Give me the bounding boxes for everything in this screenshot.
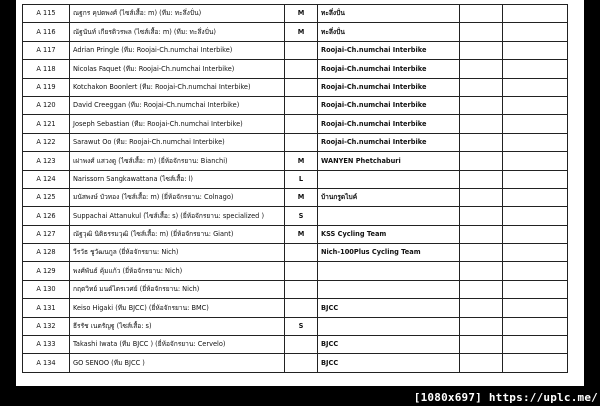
table-row — [23, 152, 568, 170]
shirt-size-cell — [285, 115, 318, 133]
empty-cell — [503, 133, 568, 151]
team-cell: Roojai-Ch.numchai Interbike — [318, 78, 460, 96]
table-row — [23, 60, 568, 78]
empty-cell — [503, 23, 568, 41]
bib-number-cell: A 134 — [23, 354, 70, 372]
bib-number-cell: A 117 — [23, 41, 70, 59]
team-cell — [318, 170, 460, 188]
rider-name-cell: Keiso Higaki (ทีม BJCC) (ยี่ห้อจักรยาน: BMC) — [70, 299, 285, 317]
table-row — [23, 244, 568, 262]
empty-cell — [503, 262, 568, 280]
shirt-size-cell — [285, 244, 318, 262]
team-cell: KSS Cycling Team — [318, 225, 460, 243]
empty-cell — [503, 299, 568, 317]
rider-name-cell: Joseph Sebastian (ทีม: Roojai-Ch.numchai Interbike) — [70, 115, 285, 133]
team-cell — [318, 262, 460, 280]
table-row — [23, 170, 568, 188]
rider-name-cell: ณัฐวุฒิ นิติธรรมวุฒิ (ไซส์เสื้อ: m) (ยี่ห้อจักรยาน: Giant) — [70, 225, 285, 243]
shirt-size-cell: M — [285, 23, 318, 41]
team-cell: Roojai-Ch.numchai Interbike — [318, 41, 460, 59]
team-cell: WANYEN Phetchaburi — [318, 152, 460, 170]
rider-name-cell: Adrian Pringle (ทีม: Roojai-Ch.numchai Interbike) — [70, 41, 285, 59]
bib-number-cell: A 130 — [23, 280, 70, 298]
rider-name-cell: Sarawut Oo (ทีม: Roojai-Ch.numchai Interbike) — [70, 133, 285, 151]
team-cell — [318, 280, 460, 298]
table-row — [23, 225, 568, 243]
team-cell: Roojai-Ch.numchai Interbike — [318, 133, 460, 151]
empty-cell — [460, 280, 503, 298]
empty-cell — [460, 299, 503, 317]
empty-cell — [460, 78, 503, 96]
empty-cell — [460, 5, 503, 23]
team-cell: Roojai-Ch.numchai Interbike — [318, 115, 460, 133]
rider-name-cell: Narissorn Sangkawattana (ไซส์เสื้อ: l) — [70, 170, 285, 188]
empty-cell — [503, 96, 568, 114]
empty-cell — [503, 336, 568, 354]
empty-cell — [460, 170, 503, 188]
shirt-size-cell — [285, 354, 318, 372]
watermark-text: [1080x697] https://uplc.me/ — [413, 391, 598, 404]
empty-cell — [503, 188, 568, 206]
empty-cell — [460, 115, 503, 133]
bib-number-cell: A 116 — [23, 23, 70, 41]
team-cell: BJCC — [318, 354, 460, 372]
empty-cell — [503, 244, 568, 262]
rider-name-cell: เผ่าพงศ์ แสวงดู (ไซส์เสื้อ: m) (ยี่ห้อจักรยาน: Bianchi) — [70, 152, 285, 170]
table-row — [23, 280, 568, 298]
team-cell: BJCC — [318, 336, 460, 354]
table-row — [23, 41, 568, 59]
table-row — [23, 299, 568, 317]
table-row — [23, 207, 568, 225]
shirt-size-cell: M — [285, 5, 318, 23]
roster-table — [22, 4, 568, 373]
bib-number-cell: A 126 — [23, 207, 70, 225]
empty-cell — [460, 317, 503, 335]
rider-name-cell: Suppachai Attanukul (ไซส์เสื้อ: s) (ยี่ห้อจักรยาน: specialized ) — [70, 207, 285, 225]
table-row — [23, 262, 568, 280]
team-cell — [318, 317, 460, 335]
empty-cell — [460, 60, 503, 78]
empty-cell — [460, 23, 503, 41]
bib-number-cell: A 120 — [23, 96, 70, 114]
rider-name-cell: ธีรรัช เนตรัญฐู (ไซส์เสื้อ: s) — [70, 317, 285, 335]
shirt-size-cell — [285, 78, 318, 96]
empty-cell — [460, 41, 503, 59]
bib-number-cell: A 125 — [23, 188, 70, 206]
empty-cell — [503, 317, 568, 335]
table-row — [23, 354, 568, 372]
table-row — [23, 5, 568, 23]
bib-number-cell: A 128 — [23, 244, 70, 262]
shirt-size-cell: S — [285, 317, 318, 335]
bib-number-cell: A 123 — [23, 152, 70, 170]
team-cell: ทะลึ่งปั่น — [318, 23, 460, 41]
empty-cell — [460, 188, 503, 206]
empty-cell — [503, 225, 568, 243]
team-cell: บ้านกรูดไบค์ — [318, 188, 460, 206]
table-row — [23, 23, 568, 41]
empty-cell — [460, 244, 503, 262]
shirt-size-cell: S — [285, 207, 318, 225]
roster-table-body — [23, 5, 568, 373]
bib-number-cell: A 124 — [23, 170, 70, 188]
empty-cell — [503, 354, 568, 372]
rider-name-cell: ณัฐนันท์ เกียรติวรพล (ไซส์เสื้อ: m) (ทีม: ทะลึ่งปั่น) — [70, 23, 285, 41]
empty-cell — [503, 60, 568, 78]
empty-cell — [503, 170, 568, 188]
table-row — [23, 336, 568, 354]
empty-cell — [460, 262, 503, 280]
table-row — [23, 115, 568, 133]
bib-number-cell: A 133 — [23, 336, 70, 354]
bib-number-cell: A 119 — [23, 78, 70, 96]
shirt-size-cell — [285, 262, 318, 280]
rider-name-cell: พงศ์พันธ์ คุ้มแก้ว (ยี่ห้อจักรยาน: Nich) — [70, 262, 285, 280]
empty-cell — [460, 225, 503, 243]
rider-name-cell: GO SENOO (ทีม BJCC ) — [70, 354, 285, 372]
bib-number-cell: A 127 — [23, 225, 70, 243]
document-page — [16, 0, 584, 386]
shirt-size-cell: M — [285, 225, 318, 243]
bib-number-cell: A 131 — [23, 299, 70, 317]
empty-cell — [503, 280, 568, 298]
empty-cell — [503, 78, 568, 96]
empty-cell — [503, 5, 568, 23]
table-row — [23, 96, 568, 114]
shirt-size-cell: M — [285, 152, 318, 170]
empty-cell — [460, 96, 503, 114]
rider-name-cell: Nicolas Faquet (ทีม: Roojai-Ch.numchai Interbike) — [70, 60, 285, 78]
empty-cell — [503, 115, 568, 133]
bib-number-cell: A 122 — [23, 133, 70, 151]
rider-name-cell: วีรวัธ ชูวัฒนกูล (ยี่ห้อจักรยาน: Nich) — [70, 244, 285, 262]
shirt-size-cell — [285, 96, 318, 114]
bib-number-cell: A 129 — [23, 262, 70, 280]
empty-cell — [460, 354, 503, 372]
table-row — [23, 188, 568, 206]
team-cell: Roojai-Ch.numchai Interbike — [318, 96, 460, 114]
table-row — [23, 317, 568, 335]
team-cell: ทะลึ่งปั่น — [318, 5, 460, 23]
rider-name-cell: มนัสพงษ์ บัวทอง (ไซส์เสื้อ: m) (ยี่ห้อจักรยาน: Colnago) — [70, 188, 285, 206]
empty-cell — [460, 336, 503, 354]
empty-cell — [460, 133, 503, 151]
team-cell — [318, 207, 460, 225]
empty-cell — [503, 41, 568, 59]
rider-name-cell: กฤตวิทย์ มนต์ไตรเวศย์ (ยี่ห้อจักรยาน: Nich) — [70, 280, 285, 298]
shirt-size-cell — [285, 60, 318, 78]
empty-cell — [460, 152, 503, 170]
empty-cell — [460, 207, 503, 225]
bib-number-cell: A 115 — [23, 5, 70, 23]
bib-number-cell: A 118 — [23, 60, 70, 78]
shirt-size-cell — [285, 280, 318, 298]
table-row — [23, 133, 568, 151]
rider-name-cell: Kotchakon Boonlert (ทีม: Roojai-Ch.numchai Interbike) — [70, 78, 285, 96]
rider-name-cell: Takashi Iwata (ทีม BJCC ) (ยี่ห้อจักรยาน: Cervelo) — [70, 336, 285, 354]
rider-name-cell: David Creeggan (ทีม: Roojai-Ch.numchai Interbike) — [70, 96, 285, 114]
shirt-size-cell — [285, 41, 318, 59]
bib-number-cell: A 121 — [23, 115, 70, 133]
shirt-size-cell — [285, 133, 318, 151]
empty-cell — [503, 207, 568, 225]
shirt-size-cell — [285, 336, 318, 354]
shirt-size-cell: M — [285, 188, 318, 206]
rider-name-cell: ณฐกร คุปตพงศ์ (ไซส์เสื้อ: m) (ทีม: ทะลึ่งปั่น) — [70, 5, 285, 23]
empty-cell — [503, 152, 568, 170]
team-cell: BJCC — [318, 299, 460, 317]
team-cell: Nich-100Plus Cycling Team — [318, 244, 460, 262]
bib-number-cell: A 132 — [23, 317, 70, 335]
team-cell: Roojai-Ch.numchai Interbike — [318, 60, 460, 78]
table-row — [23, 78, 568, 96]
shirt-size-cell: L — [285, 170, 318, 188]
shirt-size-cell — [285, 299, 318, 317]
